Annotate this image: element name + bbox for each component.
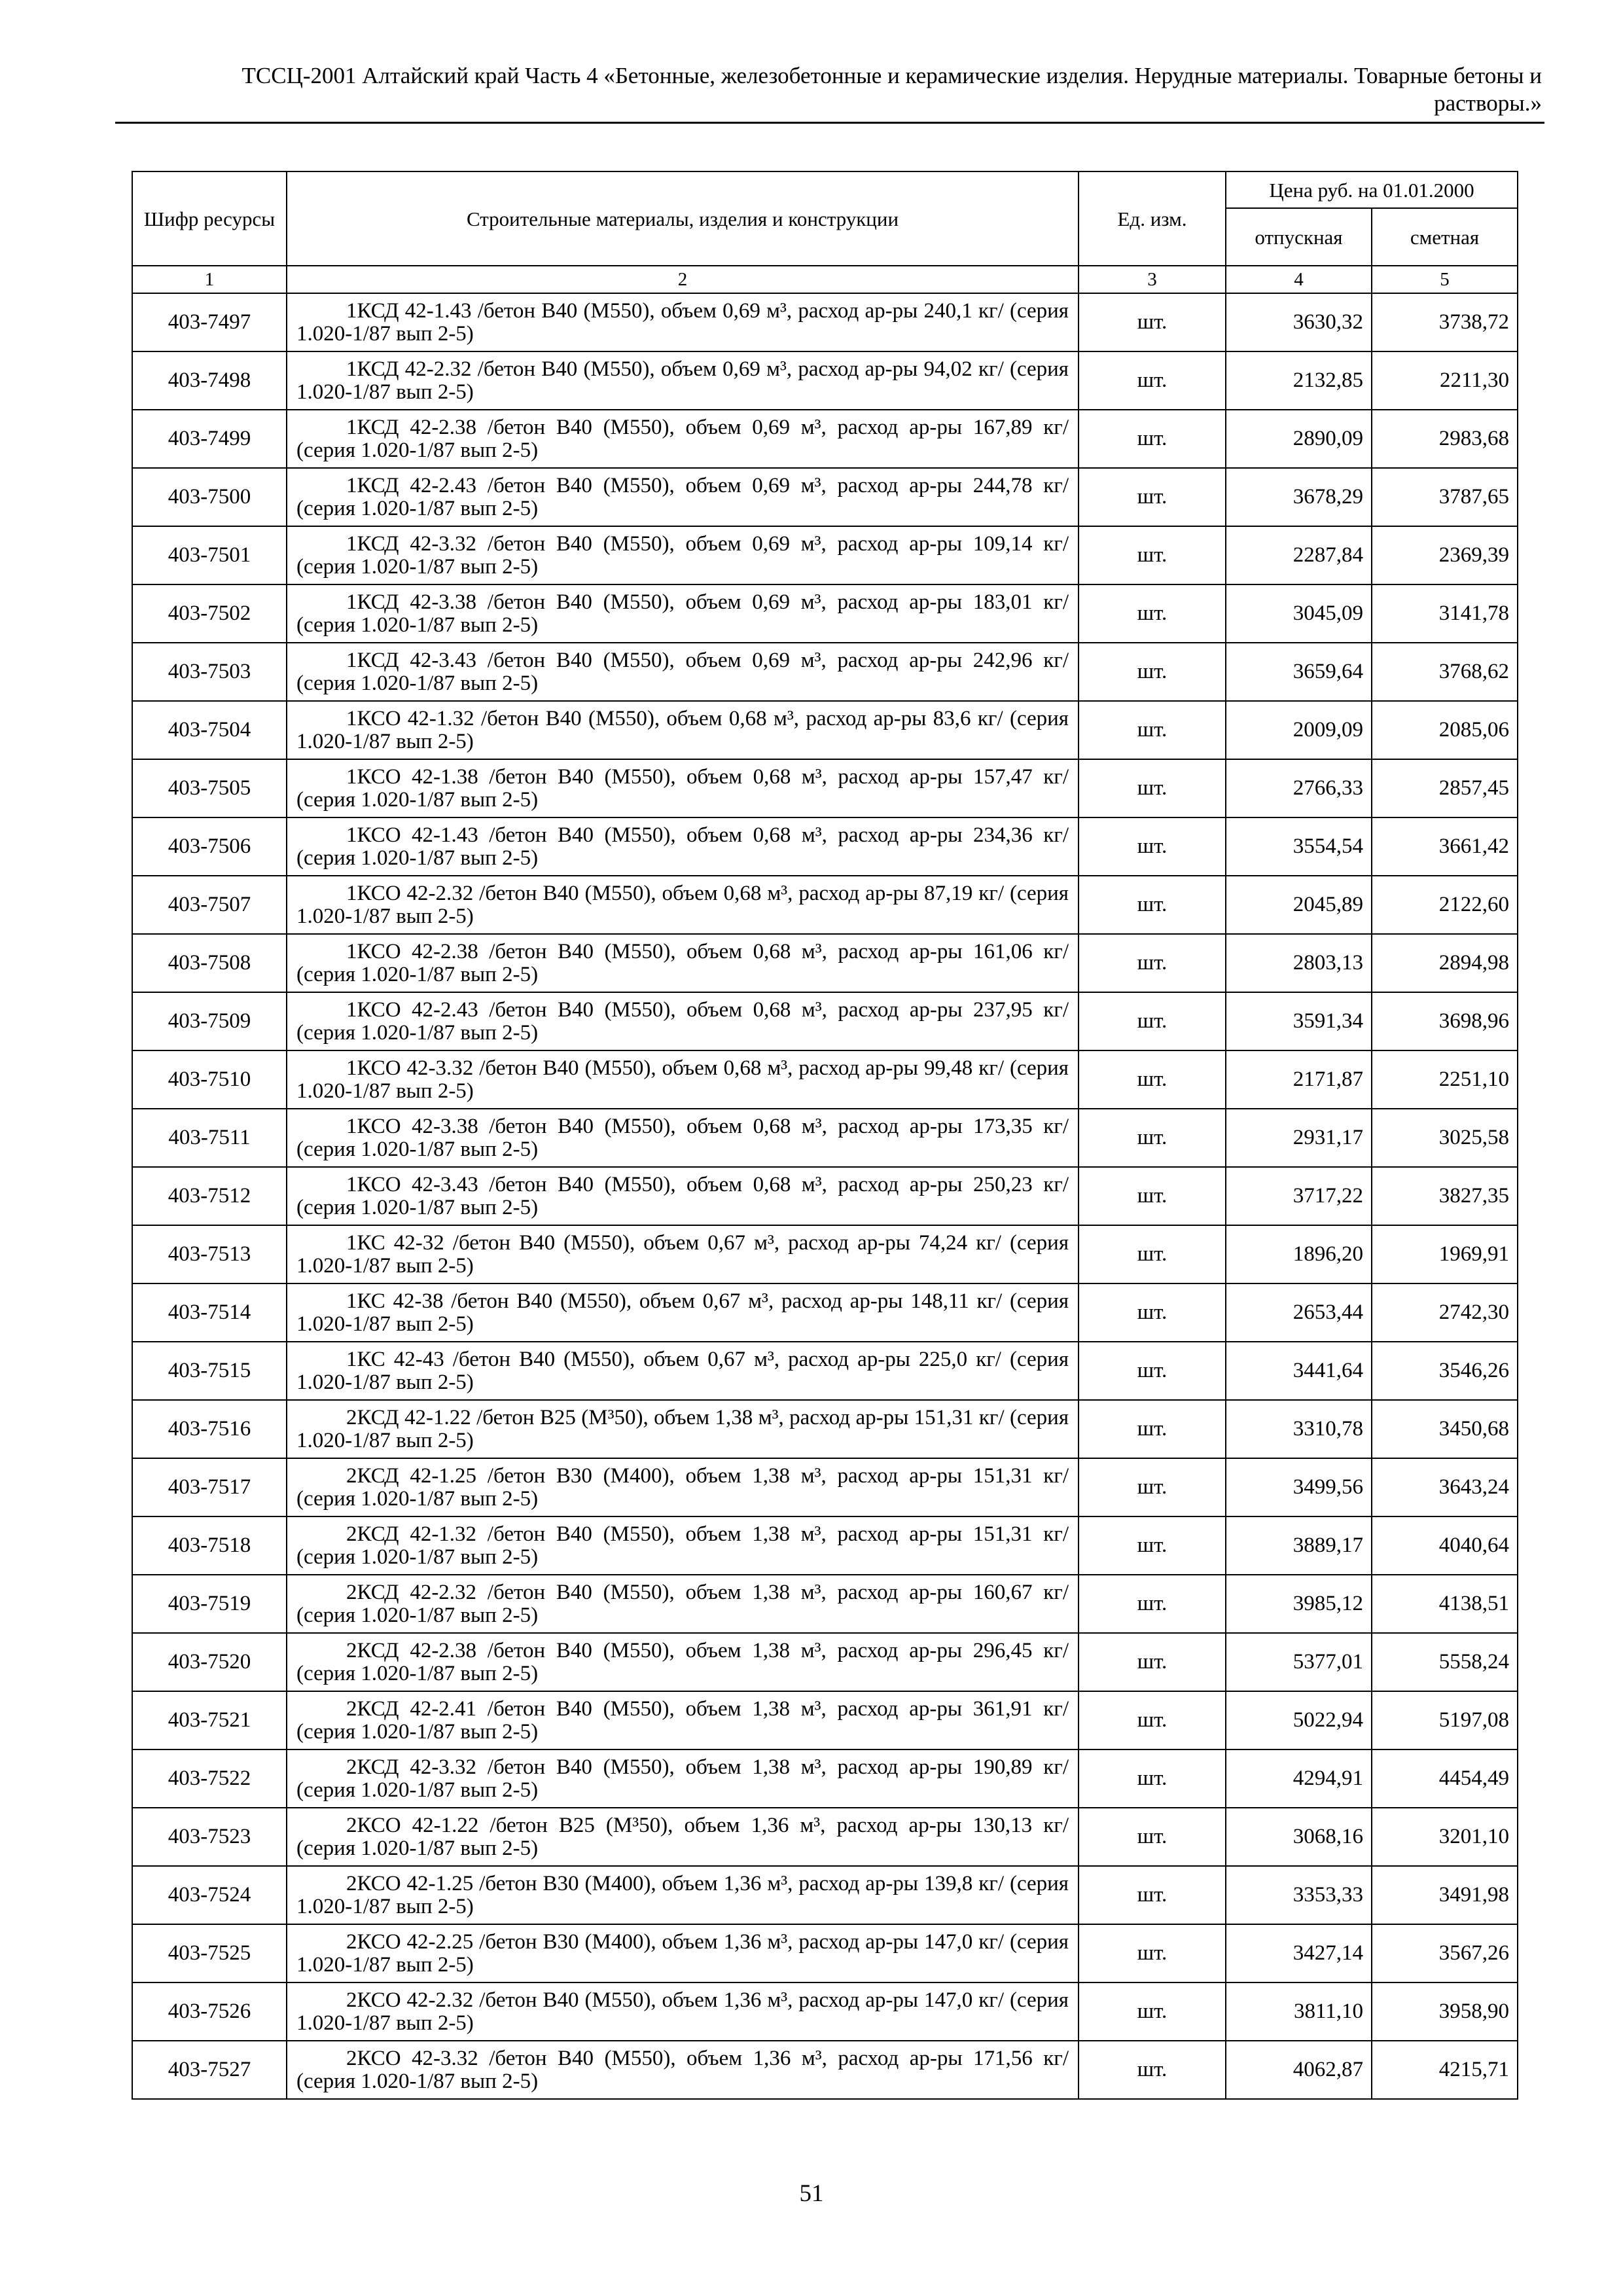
unit-of-measure: шт. bbox=[1079, 1225, 1226, 1283]
estimate-price: 3661,42 bbox=[1372, 817, 1518, 876]
unit-of-measure: шт. bbox=[1079, 643, 1226, 701]
estimate-price: 1969,91 bbox=[1372, 1225, 1518, 1283]
table-row bbox=[132, 526, 1518, 584]
resource-code: 403-7501 bbox=[132, 526, 287, 584]
table-row bbox=[132, 1749, 1518, 1808]
resource-code: 403-7516 bbox=[132, 1400, 287, 1458]
unit-of-measure: шт. bbox=[1079, 2041, 1226, 2099]
table-row bbox=[132, 1225, 1518, 1283]
estimate-price: 4040,64 bbox=[1372, 1516, 1518, 1575]
material-description: 2КСО 42-2.25 /бетон В30 (М400), объем 1,36 м³, расход ар-ры 147,0 кг/ (серия 1.020-1/87 вып 2-5) bbox=[296, 1929, 1069, 1977]
material-name bbox=[287, 1458, 1079, 1516]
resource-code: 403-7514 bbox=[132, 1283, 287, 1342]
material-name bbox=[287, 817, 1079, 876]
resource-code: 403-7512 bbox=[132, 1167, 287, 1225]
unit-of-measure: шт. bbox=[1079, 701, 1226, 759]
estimate-price: 3201,10 bbox=[1372, 1808, 1518, 1866]
material-name bbox=[287, 1400, 1079, 1458]
material-description: 1КСД 42-2.32 /бетон В40 (М550), объем 0,69 м³, расход ар-ры 94,02 кг/ (серия 1.020-1/87 вып 2-5) bbox=[296, 357, 1069, 404]
resource-code: 403-7499 bbox=[132, 410, 287, 468]
estimate-price: 4454,49 bbox=[1372, 1749, 1518, 1808]
material-description: 1КСО 42-2.38 /бетон В40 (М550), объем 0,68 м³, расход ар-ры 161,06 кг/ (серия 1.020-1/87 вып 2-5) bbox=[296, 939, 1069, 986]
material-description: 1КС 42-43 /бетон В40 (М550), объем 0,67 м³, расход ар-ры 225,0 кг/ (серия 1.020-1/87 вып 2-5) bbox=[296, 1347, 1069, 1394]
release-price: 2766,33 bbox=[1226, 759, 1372, 817]
release-price: 4062,87 bbox=[1226, 2041, 1372, 2099]
unit-of-measure: шт. bbox=[1079, 817, 1226, 876]
release-price: 2171,87 bbox=[1226, 1050, 1372, 1109]
table-row bbox=[132, 1633, 1518, 1691]
resource-code: 403-7509 bbox=[132, 992, 287, 1050]
table-row bbox=[132, 1808, 1518, 1866]
table-row bbox=[132, 817, 1518, 876]
estimate-price: 3827,35 bbox=[1372, 1167, 1518, 1225]
material-description: 1КСД 42-2.38 /бетон В40 (М550), объем 0,69 м³, расход ар-ры 167,89 кг/ (серия 1.020-1/87 вып 2-5) bbox=[296, 415, 1069, 462]
material-name bbox=[287, 701, 1079, 759]
table-row bbox=[132, 1691, 1518, 1749]
table-row bbox=[132, 643, 1518, 701]
table-row bbox=[132, 1050, 1518, 1109]
material-name bbox=[287, 468, 1079, 526]
estimate-price: 2085,06 bbox=[1372, 701, 1518, 759]
material-name bbox=[287, 1982, 1079, 2041]
estimate-price: 3491,98 bbox=[1372, 1866, 1518, 1924]
material-description: 2КСД 42-2.41 /бетон В40 (М550), объем 1,38 м³, расход ар-ры 361,91 кг/ (серия 1.020-1/87 вып 2-5) bbox=[296, 1696, 1069, 1744]
resource-code: 403-7519 bbox=[132, 1575, 287, 1633]
estimate-price: 3768,62 bbox=[1372, 643, 1518, 701]
column-number-4: 4 bbox=[1226, 266, 1372, 293]
release-price: 3554,54 bbox=[1226, 817, 1372, 876]
table-row bbox=[132, 1458, 1518, 1516]
material-description: 1КСД 42-2.43 /бетон В40 (М550), объем 0,69 м³, расход ар-ры 244,78 кг/ (серия 1.020-1/87 вып 2-5) bbox=[296, 473, 1069, 520]
table-row bbox=[132, 351, 1518, 410]
column-number-5: 5 bbox=[1372, 266, 1518, 293]
table-row bbox=[132, 2041, 1518, 2099]
estimate-price: 2251,10 bbox=[1372, 1050, 1518, 1109]
resource-code: 403-7498 bbox=[132, 351, 287, 410]
table-row bbox=[132, 1109, 1518, 1167]
unit-of-measure: шт. bbox=[1079, 1866, 1226, 1924]
release-price: 3310,78 bbox=[1226, 1400, 1372, 1458]
material-name bbox=[287, 410, 1079, 468]
resource-code: 403-7527 bbox=[132, 2041, 287, 2099]
release-price: 3441,64 bbox=[1226, 1342, 1372, 1400]
material-name bbox=[287, 293, 1079, 351]
release-price: 2803,13 bbox=[1226, 934, 1372, 992]
release-price: 2890,09 bbox=[1226, 410, 1372, 468]
resource-code: 403-7497 bbox=[132, 293, 287, 351]
table-row bbox=[132, 468, 1518, 526]
material-name bbox=[287, 1342, 1079, 1400]
unit-of-measure: шт. bbox=[1079, 293, 1226, 351]
header-unit: Ед. изм. bbox=[1079, 171, 1226, 266]
material-name bbox=[287, 1749, 1079, 1808]
unit-of-measure: шт. bbox=[1079, 1633, 1226, 1691]
estimate-price: 2211,30 bbox=[1372, 351, 1518, 410]
resource-code: 403-7526 bbox=[132, 1982, 287, 2041]
estimate-price: 3787,65 bbox=[1372, 468, 1518, 526]
resource-code: 403-7507 bbox=[132, 876, 287, 934]
material-name bbox=[287, 1866, 1079, 1924]
table-row bbox=[132, 1575, 1518, 1633]
release-price: 2132,85 bbox=[1226, 351, 1372, 410]
release-price: 3630,32 bbox=[1226, 293, 1372, 351]
resource-code: 403-7503 bbox=[132, 643, 287, 701]
release-price: 3591,34 bbox=[1226, 992, 1372, 1050]
release-price: 3659,64 bbox=[1226, 643, 1372, 701]
estimate-price: 3698,96 bbox=[1372, 992, 1518, 1050]
table-row bbox=[132, 876, 1518, 934]
resource-code: 403-7522 bbox=[132, 1749, 287, 1808]
material-name bbox=[287, 876, 1079, 934]
unit-of-measure: шт. bbox=[1079, 934, 1226, 992]
estimate-price: 4138,51 bbox=[1372, 1575, 1518, 1633]
header-code: Шифр ресурсы bbox=[132, 171, 287, 266]
unit-of-measure: шт. bbox=[1079, 1982, 1226, 2041]
resource-code: 403-7502 bbox=[132, 584, 287, 643]
material-description: 2КСД 42-1.32 /бетон В40 (М550), объем 1,38 м³, расход ар-ры 151,31 кг/ (серия 1.020-1/87 вып 2-5) bbox=[296, 1522, 1069, 1569]
unit-of-measure: шт. bbox=[1079, 1749, 1226, 1808]
material-description: 1КСО 42-3.32 /бетон В40 (М550), объем 0,68 м³, расход ар-ры 99,48 кг/ (серия 1.020-1/87 вып 2-5) bbox=[296, 1056, 1069, 1103]
material-name bbox=[287, 1050, 1079, 1109]
price-table bbox=[132, 171, 1518, 2100]
resource-code: 403-7515 bbox=[132, 1342, 287, 1400]
release-price: 5377,01 bbox=[1226, 1633, 1372, 1691]
material-name bbox=[287, 351, 1079, 410]
material-description: 2КСО 42-2.32 /бетон В40 (М550), объем 1,36 м³, расход ар-ры 147,0 кг/ (серия 1.020-1/87 вып 2-5) bbox=[296, 1988, 1069, 2035]
header-price-group: Цена руб. на 01.01.2000 bbox=[1226, 171, 1518, 208]
release-price: 4294,91 bbox=[1226, 1749, 1372, 1808]
running-header-line-2: растворы.» bbox=[1434, 90, 1542, 116]
table-row bbox=[132, 759, 1518, 817]
release-price: 3427,14 bbox=[1226, 1924, 1372, 1982]
unit-of-measure: шт. bbox=[1079, 1050, 1226, 1109]
release-price: 3678,29 bbox=[1226, 468, 1372, 526]
unit-of-measure: шт. bbox=[1079, 876, 1226, 934]
material-description: 1КСО 42-3.38 /бетон В40 (М550), объем 0,68 м³, расход ар-ры 173,35 кг/ (серия 1.020-1/87 вып 2-5) bbox=[296, 1114, 1069, 1161]
resource-code: 403-7520 bbox=[132, 1633, 287, 1691]
release-price: 3353,33 bbox=[1226, 1866, 1372, 1924]
estimate-price: 5558,24 bbox=[1372, 1633, 1518, 1691]
unit-of-measure: шт. bbox=[1079, 1808, 1226, 1866]
resource-code: 403-7505 bbox=[132, 759, 287, 817]
estimate-price: 2857,45 bbox=[1372, 759, 1518, 817]
estimate-price: 2122,60 bbox=[1372, 876, 1518, 934]
unit-of-measure: шт. bbox=[1079, 1575, 1226, 1633]
running-header bbox=[118, 62, 1542, 117]
estimate-price: 2983,68 bbox=[1372, 410, 1518, 468]
table-row bbox=[132, 1283, 1518, 1342]
table-row bbox=[132, 1516, 1518, 1575]
column-number-2: 2 bbox=[287, 266, 1079, 293]
material-description: 2КСД 42-3.32 /бетон В40 (М550), объем 1,38 м³, расход ар-ры 190,89 кг/ (серия 1.020-1/87 вып 2-5) bbox=[296, 1755, 1069, 1802]
release-price: 3811,10 bbox=[1226, 1982, 1372, 2041]
material-name bbox=[287, 992, 1079, 1050]
estimate-price: 3567,26 bbox=[1372, 1924, 1518, 1982]
resource-code: 403-7504 bbox=[132, 701, 287, 759]
table-row bbox=[132, 410, 1518, 468]
table-row bbox=[132, 584, 1518, 643]
estimate-price: 3643,24 bbox=[1372, 1458, 1518, 1516]
header-release-price: отпускная bbox=[1226, 208, 1372, 266]
release-price: 3068,16 bbox=[1226, 1808, 1372, 1866]
header-rule bbox=[115, 122, 1544, 124]
unit-of-measure: шт. bbox=[1079, 1516, 1226, 1575]
material-name bbox=[287, 1691, 1079, 1749]
unit-of-measure: шт. bbox=[1079, 1924, 1226, 1982]
material-name bbox=[287, 1109, 1079, 1167]
release-price: 3985,12 bbox=[1226, 1575, 1372, 1633]
header-name: Строительные материалы, изделия и конструкции bbox=[287, 171, 1079, 266]
resource-code: 403-7500 bbox=[132, 468, 287, 526]
estimate-price: 2369,39 bbox=[1372, 526, 1518, 584]
unit-of-measure: шт. bbox=[1079, 1109, 1226, 1167]
material-description: 1КСД 42-3.38 /бетон В40 (М550), объем 0,69 м³, расход ар-ры 183,01 кг/ (серия 1.020-1/87 вып 2-5) bbox=[296, 590, 1069, 637]
unit-of-measure: шт. bbox=[1079, 1458, 1226, 1516]
material-name bbox=[287, 934, 1079, 992]
resource-code: 403-7506 bbox=[132, 817, 287, 876]
unit-of-measure: шт. bbox=[1079, 351, 1226, 410]
material-description: 2КСД 42-2.38 /бетон В40 (М550), объем 1,38 м³, расход ар-ры 296,45 кг/ (серия 1.020-1/87 вып 2-5) bbox=[296, 1638, 1069, 1685]
material-description: 2КСО 42-3.32 /бетон В40 (М550), объем 1,36 м³, расход ар-ры 171,56 кг/ (серия 1.020-1/87 вып 2-5) bbox=[296, 2046, 1069, 2093]
material-name bbox=[287, 584, 1079, 643]
unit-of-measure: шт. bbox=[1079, 1342, 1226, 1400]
column-number-3: 3 bbox=[1079, 266, 1226, 293]
resource-code: 403-7521 bbox=[132, 1691, 287, 1749]
material-description: 1КСО 42-2.43 /бетон В40 (М550), объем 0,68 м³, расход ар-ры 237,95 кг/ (серия 1.020-1/87 вып 2-5) bbox=[296, 997, 1069, 1045]
material-description: 1КС 42-32 /бетон В40 (М550), объем 0,67 м³, расход ар-ры 74,24 кг/ (серия 1.020-1/87 вып 2-5) bbox=[296, 1230, 1069, 1278]
material-description: 2КСО 42-1.22 /бетон В25 (М³50), объем 1,36 м³, расход ар-ры 130,13 кг/ (серия 1.020-1/87 вып 2-5) bbox=[296, 1813, 1069, 1860]
resource-code: 403-7523 bbox=[132, 1808, 287, 1866]
resource-code: 403-7511 bbox=[132, 1109, 287, 1167]
resource-code: 403-7513 bbox=[132, 1225, 287, 1283]
table-row bbox=[132, 992, 1518, 1050]
unit-of-measure: шт. bbox=[1079, 1167, 1226, 1225]
column-number-1: 1 bbox=[132, 266, 287, 293]
estimate-price: 3141,78 bbox=[1372, 584, 1518, 643]
release-price: 2009,09 bbox=[1226, 701, 1372, 759]
material-name bbox=[287, 526, 1079, 584]
material-name bbox=[287, 1167, 1079, 1225]
material-description: 2КСД 42-2.32 /бетон В40 (М550), объем 1,38 м³, расход ар-ры 160,67 кг/ (серия 1.020-1/87 вып 2-5) bbox=[296, 1580, 1069, 1627]
resource-code: 403-7525 bbox=[132, 1924, 287, 1982]
unit-of-measure: шт. bbox=[1079, 759, 1226, 817]
resource-code: 403-7508 bbox=[132, 934, 287, 992]
material-description: 1КСО 42-1.32 /бетон В40 (М550), объем 0,68 м³, расход ар-ры 83,6 кг/ (серия 1.020-1/87 вып 2-5) bbox=[296, 706, 1069, 753]
material-name bbox=[287, 1633, 1079, 1691]
estimate-price: 3738,72 bbox=[1372, 293, 1518, 351]
material-description: 2КСО 42-1.25 /бетон В30 (М400), объем 1,36 м³, расход ар-ры 139,8 кг/ (серия 1.020-1/87 вып 2-5) bbox=[296, 1871, 1069, 1918]
table-body bbox=[132, 293, 1518, 2099]
table-row bbox=[132, 934, 1518, 992]
release-price: 2045,89 bbox=[1226, 876, 1372, 934]
material-description: 1КСО 42-1.38 /бетон В40 (М550), объем 0,68 м³, расход ар-ры 157,47 кг/ (серия 1.020-1/87 вып 2-5) bbox=[296, 764, 1069, 812]
resource-code: 403-7510 bbox=[132, 1050, 287, 1109]
estimate-price: 3450,68 bbox=[1372, 1400, 1518, 1458]
page-number: 51 bbox=[799, 2180, 824, 2207]
table-row bbox=[132, 1342, 1518, 1400]
table-row bbox=[132, 1400, 1518, 1458]
material-name bbox=[287, 2041, 1079, 2099]
resource-code: 403-7524 bbox=[132, 1866, 287, 1924]
release-price: 3499,56 bbox=[1226, 1458, 1372, 1516]
table-row bbox=[132, 293, 1518, 351]
unit-of-measure: шт. bbox=[1079, 1400, 1226, 1458]
resource-code: 403-7517 bbox=[132, 1458, 287, 1516]
resource-code: 403-7518 bbox=[132, 1516, 287, 1575]
table-row bbox=[132, 1924, 1518, 1982]
release-price: 3889,17 bbox=[1226, 1516, 1372, 1575]
release-price: 3045,09 bbox=[1226, 584, 1372, 643]
material-description: 2КСД 42-1.22 /бетон В25 (М³50), объем 1,38 м³, расход ар-ры 151,31 кг/ (серия 1.020-1/87 вып 2-5) bbox=[296, 1405, 1069, 1452]
release-price: 2653,44 bbox=[1226, 1283, 1372, 1342]
release-price: 2931,17 bbox=[1226, 1109, 1372, 1167]
material-name bbox=[287, 1225, 1079, 1283]
table-row bbox=[132, 1866, 1518, 1924]
material-description: 1КСО 42-3.43 /бетон В40 (М550), объем 0,68 м³, расход ар-ры 250,23 кг/ (серия 1.020-1/87 вып 2-5) bbox=[296, 1172, 1069, 1219]
material-description: 1КСО 42-2.32 /бетон В40 (М550), объем 0,68 м³, расход ар-ры 87,19 кг/ (серия 1.020-1/87 вып 2-5) bbox=[296, 881, 1069, 928]
material-description: 1КСД 42-3.43 /бетон В40 (М550), объем 0,69 м³, расход ар-ры 242,96 кг/ (серия 1.020-1/87 вып 2-5) bbox=[296, 648, 1069, 695]
unit-of-measure: шт. bbox=[1079, 468, 1226, 526]
material-description: 1КС 42-38 /бетон В40 (М550), объем 0,67 м³, расход ар-ры 148,11 кг/ (серия 1.020-1/87 вып 2-5) bbox=[296, 1289, 1069, 1336]
unit-of-measure: шт. bbox=[1079, 526, 1226, 584]
material-name bbox=[287, 1283, 1079, 1342]
material-name bbox=[287, 643, 1079, 701]
material-description: 2КСД 42-1.25 /бетон В30 (М400), объем 1,38 м³, расход ар-ры 151,31 кг/ (серия 1.020-1/87 вып 2-5) bbox=[296, 1463, 1069, 1511]
material-name bbox=[287, 1924, 1079, 1982]
estimate-price: 2742,30 bbox=[1372, 1283, 1518, 1342]
material-name bbox=[287, 1516, 1079, 1575]
estimate-price: 3025,58 bbox=[1372, 1109, 1518, 1167]
material-name bbox=[287, 759, 1079, 817]
release-price: 1896,20 bbox=[1226, 1225, 1372, 1283]
table-row bbox=[132, 1167, 1518, 1225]
estimate-price: 5197,08 bbox=[1372, 1691, 1518, 1749]
table-row bbox=[132, 701, 1518, 759]
material-name bbox=[287, 1808, 1079, 1866]
estimate-price: 2894,98 bbox=[1372, 934, 1518, 992]
release-price: 2287,84 bbox=[1226, 526, 1372, 584]
unit-of-measure: шт. bbox=[1079, 1691, 1226, 1749]
unit-of-measure: шт. bbox=[1079, 410, 1226, 468]
material-description: 1КСО 42-1.43 /бетон В40 (М550), объем 0,68 м³, расход ар-ры 234,36 кг/ (серия 1.020-1/87 вып 2-5) bbox=[296, 823, 1069, 870]
unit-of-measure: шт. bbox=[1079, 992, 1226, 1050]
material-description: 1КСД 42-1.43 /бетон В40 (М550), объем 0,69 м³, расход ар-ры 240,1 кг/ (серия 1.020-1/87 вып 2-5) bbox=[296, 298, 1069, 346]
release-price: 3717,22 bbox=[1226, 1167, 1372, 1225]
unit-of-measure: шт. bbox=[1079, 1283, 1226, 1342]
release-price: 5022,94 bbox=[1226, 1691, 1372, 1749]
estimate-price: 3546,26 bbox=[1372, 1342, 1518, 1400]
material-name bbox=[287, 1575, 1079, 1633]
running-header-line-1: ТССЦ-2001 Алтайский край Часть 4 «Бетонные, железобетонные и керамические изделия. Нерудные материалы. Товарные бетоны и bbox=[241, 63, 1542, 88]
estimate-price: 3958,90 bbox=[1372, 1982, 1518, 2041]
material-description: 1КСД 42-3.32 /бетон В40 (М550), объем 0,69 м³, расход ар-ры 109,14 кг/ (серия 1.020-1/87 вып 2-5) bbox=[296, 531, 1069, 579]
table-row bbox=[132, 1982, 1518, 2041]
header-estimate-price: сметная bbox=[1372, 208, 1518, 266]
estimate-price: 4215,71 bbox=[1372, 2041, 1518, 2099]
unit-of-measure: шт. bbox=[1079, 584, 1226, 643]
